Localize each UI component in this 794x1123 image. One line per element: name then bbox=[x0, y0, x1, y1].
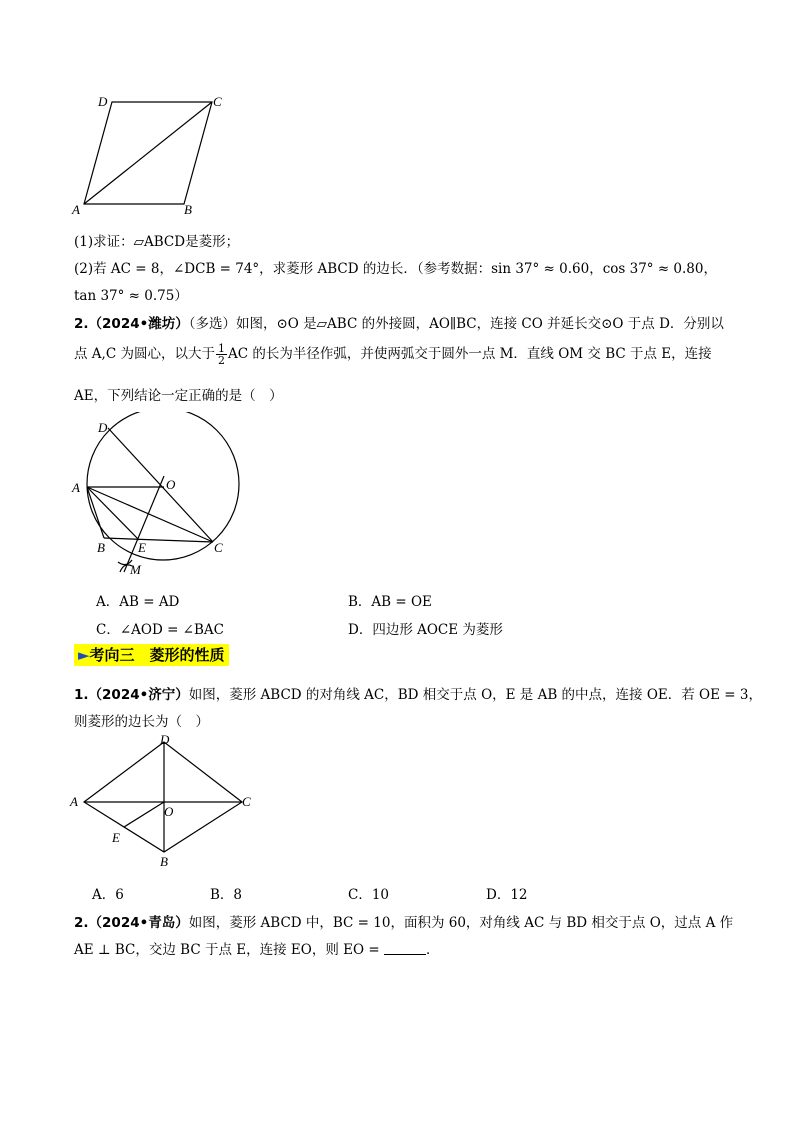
q4-source: （2024•青岛） bbox=[88, 915, 189, 931]
q3-source: （2024•济宁） bbox=[88, 687, 189, 703]
q1-part2: (2)若 AC = 8，∠DCB = 74°，求菱形 ABCD 的边长．（参考数据：sin 37° ≈ 0.60，cos 37° ≈ 0.80， bbox=[74, 261, 717, 277]
label-E: E bbox=[112, 830, 120, 845]
label-C: C bbox=[214, 540, 223, 555]
label-M: M bbox=[130, 562, 141, 577]
q2-line1 bbox=[74, 312, 724, 332]
answer-blank[interactable] bbox=[384, 942, 426, 955]
label-B: B bbox=[184, 202, 192, 217]
q2-option-b: B．AB = OE bbox=[348, 594, 432, 610]
label-O: O bbox=[166, 477, 176, 492]
label-A: A bbox=[72, 202, 80, 217]
q2-option-d: D．四边形 AOCE 为菱形 bbox=[348, 622, 503, 638]
label-D: D bbox=[98, 94, 108, 109]
q2-source: （2024•潍坊） bbox=[88, 316, 189, 332]
q2-text2a: 点 A,C 为圆心，以大于 bbox=[74, 346, 215, 362]
label-B: B bbox=[160, 854, 168, 869]
label-D: D bbox=[160, 732, 170, 747]
q2-line2 bbox=[74, 342, 712, 366]
label-E: E bbox=[138, 540, 146, 555]
q2-text2b: AC 的长为半径作弧，并使两弧交于圆外一点 M．直线 OM 交 BC 于点 E，连接 bbox=[227, 346, 712, 362]
figure-rhombus bbox=[66, 732, 266, 876]
q4-text2-end: ． bbox=[425, 942, 440, 958]
q2-line3: AE，下列结论一定正确的是（ ） bbox=[74, 388, 283, 404]
q1-part1: (1)求证：▱ABCD是菱形； bbox=[74, 234, 240, 250]
section-title: 考向三 菱形的性质 bbox=[89, 646, 225, 664]
label-A: A bbox=[72, 480, 80, 495]
q3-option-b: B．8 bbox=[210, 887, 243, 903]
q2-text1: （多选）如图，⊙O 是▱ABC 的外接圆，AO∥BC，连接 CO 并延长交⊙O 于点 D．分别以 bbox=[188, 316, 724, 332]
label-C: C bbox=[213, 94, 222, 109]
q3-option-a: A．6 bbox=[92, 887, 124, 903]
label-B: B bbox=[97, 540, 105, 555]
q3-number: 1. bbox=[74, 687, 89, 703]
q1-part2b: tan 37° ≈ 0.75） bbox=[74, 288, 188, 304]
label-A: A bbox=[70, 794, 78, 809]
q2-option-c: C．∠AOD = ∠BAC bbox=[96, 622, 224, 638]
q2-number: 2. bbox=[74, 316, 89, 332]
q3-option-d: D．12 bbox=[486, 887, 528, 903]
q3-option-c: C．10 bbox=[348, 887, 390, 903]
label-O: O bbox=[164, 804, 174, 819]
q4-text2: AE ⊥ BC，交边 BC 于点 E，连接 EO，则 EO = bbox=[74, 942, 380, 958]
q4-line1 bbox=[74, 911, 733, 931]
q3-line1 bbox=[74, 683, 762, 703]
section-header bbox=[74, 644, 229, 666]
q2-option-a: A．AB = AD bbox=[96, 594, 180, 610]
fraction-half: $\frac{1}{2}$ bbox=[217, 342, 225, 367]
q3-line2: 则菱形的边长为（ ） bbox=[74, 714, 209, 730]
figure-parallelogram bbox=[60, 88, 240, 227]
label-D: D bbox=[98, 420, 108, 435]
label-C: C bbox=[242, 794, 251, 809]
q4-number: 2. bbox=[74, 915, 89, 931]
triangle-marker-icon: ► bbox=[78, 646, 90, 664]
q3-text1: 如图，菱形 ABCD 的对角线 AC，BD 相交于点 O，E 是 AB 的中点，连接 OE．若 OE = 3， bbox=[188, 687, 762, 703]
figure-circle bbox=[66, 412, 256, 586]
q4-line2 bbox=[74, 938, 439, 958]
q4-text1: 如图，菱形 ABCD 中，BC = 10，面积为 60，对角线 AC 与 BD 相交于点 O，过点 A 作 bbox=[188, 915, 734, 931]
